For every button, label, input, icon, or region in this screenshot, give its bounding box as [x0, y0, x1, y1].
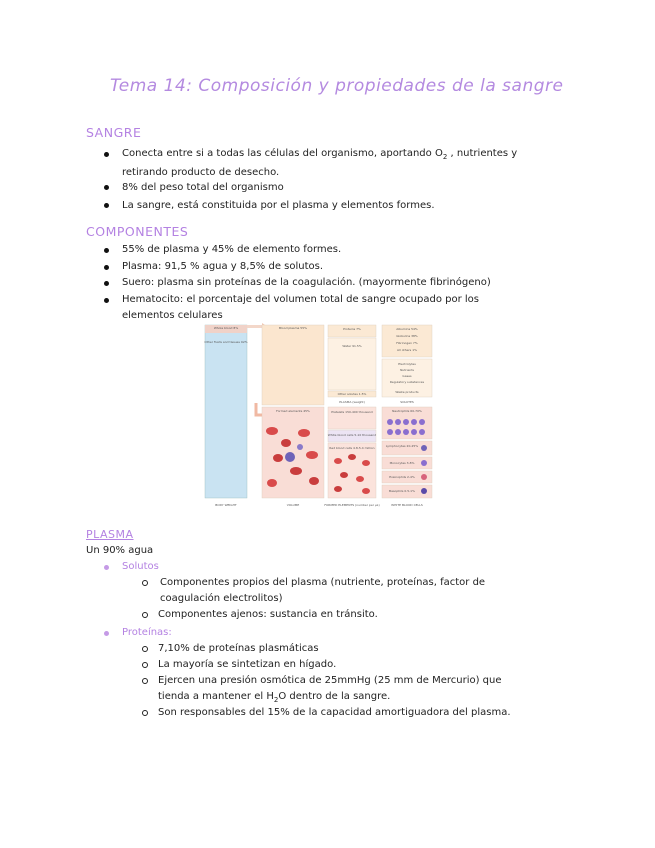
ring-bullet — [142, 710, 148, 716]
label-formed: Formed elements 45% — [276, 409, 310, 413]
caption-body-weight: BODY WEIGHT — [215, 503, 237, 507]
label-water: Water 91.5% — [342, 344, 362, 348]
sangre-bullet-1-text: Conecta entre si a todas las células del organismo, aportando O — [122, 148, 443, 159]
solutos-item-1-line2: coagulación electrolitos) — [160, 593, 283, 604]
bullet-dot — [104, 152, 109, 157]
label-gases: Gases — [402, 374, 412, 378]
label-waste: Waste products — [395, 390, 419, 394]
bullet-dot — [104, 185, 109, 190]
page-title: Tema 14: Composición y propiedades de la sangre — [110, 76, 564, 96]
label-other-fluids: Other fluids and tissues 92% — [204, 340, 248, 344]
ring-bullet — [142, 662, 148, 668]
bullet-dot — [104, 265, 109, 270]
label-other-solutes: Other solutes 1.5% — [337, 392, 367, 396]
label-albumins: Albumins 54% — [396, 327, 418, 331]
solutos-item-1 — [160, 575, 540, 607]
label-solutes: SOLUTES — [400, 400, 414, 404]
ring-bullet — [142, 646, 148, 652]
caption-wbc: WHITE BLOOD CELLS — [391, 503, 423, 507]
solutos-item-1-line1: Componentes propios del plasma (nutriente, proteínas, factor de — [160, 577, 486, 588]
proteinas-item-1: 7,10% de proteínas plasmáticas — [158, 643, 319, 654]
o2-subscript: 2 — [442, 153, 448, 161]
label-whole-blood: Whole blood 8% — [213, 326, 239, 330]
label-proteins: Proteins 7% — [343, 327, 361, 331]
proteinas-item-3 — [158, 673, 538, 708]
proteinas-item-4: Son responsables del 15% de la capacidad amortiguadora del plasma. — [158, 707, 511, 718]
componentes-bullet-1: 55% de plasma y 45% de elemento formes. — [122, 244, 342, 255]
lymphocyte-cell — [421, 445, 427, 451]
label-basophils: Basophils 0.5-1% — [389, 489, 415, 493]
bullet-dot — [104, 631, 109, 636]
label-blood-plasma: Blood plasma 55% — [279, 326, 307, 330]
bullet-dot — [104, 281, 109, 286]
h2o-subscript: 2 — [273, 696, 279, 704]
componentes-bullet-4: Hematocito: el porcentaje del volumen total de sangre ocupado por los — [122, 294, 479, 305]
label-lymphocytes: Lymphocytes 20-25% — [385, 444, 419, 448]
proteinas-item-3-line1: Ejercen una presión osmótica de 25mmHg (25 mm de Mercurio) que — [158, 675, 502, 686]
connector-band — [247, 325, 264, 328]
sangre-bullet-1-text-cont: , nutrientes y — [447, 148, 518, 159]
label-rbc: Red blood cells 4.8-5.4 million — [329, 446, 375, 450]
proteinas-item-2: La mayoría se sintetizan en hígado. — [158, 659, 337, 670]
heading-plasma: PLASMA — [86, 528, 134, 541]
solutos-label: Solutos — [122, 561, 159, 572]
ring-bullet — [142, 678, 148, 684]
label-electrolytes: Electrolytes — [398, 362, 416, 366]
plasma-intro: Un 90% agua — [86, 545, 154, 556]
ring-bullet — [142, 612, 148, 618]
solutos-item-2: Componentes ajenos: sustancia en tránsito. — [158, 609, 378, 620]
label-eosinophils: Eosinophils 2-4% — [389, 475, 415, 479]
bullet-dot — [104, 248, 109, 253]
label-globulins: Globulins 38% — [396, 334, 418, 338]
ring-bullet — [142, 580, 148, 586]
sangre-bullet-1 — [122, 146, 542, 181]
eosinophil-cell — [421, 474, 427, 480]
connector-arrow — [256, 403, 262, 415]
proteinas-item-3-line2: tienda a mantener el H — [158, 691, 274, 702]
proteinas-item-3-line2-cont: O dentro de la sangre. — [278, 691, 391, 702]
label-wbc: White blood cells 5-10 thousand — [327, 433, 377, 437]
label-fibrinogen: Fibrinogen 7% — [396, 341, 418, 345]
componentes-bullet-4-cont: elementos celulares — [122, 310, 223, 321]
componentes-bullet-3: Suero: plasma sin proteínas de la coagulación. (mayormente fibrinógeno) — [122, 277, 491, 288]
bullet-dot — [104, 565, 109, 570]
label-neutrophils: Neutrophils 60-70% — [392, 409, 422, 413]
monocyte-cell — [421, 460, 427, 466]
bullet-dot — [104, 203, 109, 208]
label-nutrients: Nutrients — [400, 368, 414, 372]
proteinas-label: Proteínas: — [122, 627, 172, 638]
sangre-bullet-3: La sangre, está constituida por el plasma y elementos formes. — [122, 200, 435, 211]
label-all-others: All others 1% — [397, 348, 417, 352]
blood-composition-figure — [204, 323, 436, 509]
bullet-dot — [104, 298, 109, 303]
caption-volume: VOLUME — [286, 503, 300, 507]
heading-sangre: SANGRE — [86, 125, 142, 140]
plasma-volume-box — [262, 325, 324, 405]
caption-formed: FORMED ELEMENTS (number per µL) — [324, 503, 380, 507]
label-platelets: Platelets 150-400 thousand — [331, 410, 373, 414]
sangre-bullet-2: 8% del peso total del organismo — [122, 182, 284, 193]
basophil-cell — [421, 488, 427, 494]
componentes-bullet-2: Plasma: 91,5 % agua y 8,5% de solutos. — [122, 261, 324, 272]
sangre-bullet-1-text-line2: retirando producto de desecho. — [122, 167, 280, 178]
label-monocytes: Monocytes 3-8% — [389, 461, 415, 465]
label-plasma-weight: PLASMA (weight) — [339, 400, 365, 404]
heading-componentes: COMPONENTES — [86, 224, 189, 239]
label-regulatory: Regulatory substances — [389, 380, 425, 384]
body-weight-bar — [205, 325, 247, 498]
